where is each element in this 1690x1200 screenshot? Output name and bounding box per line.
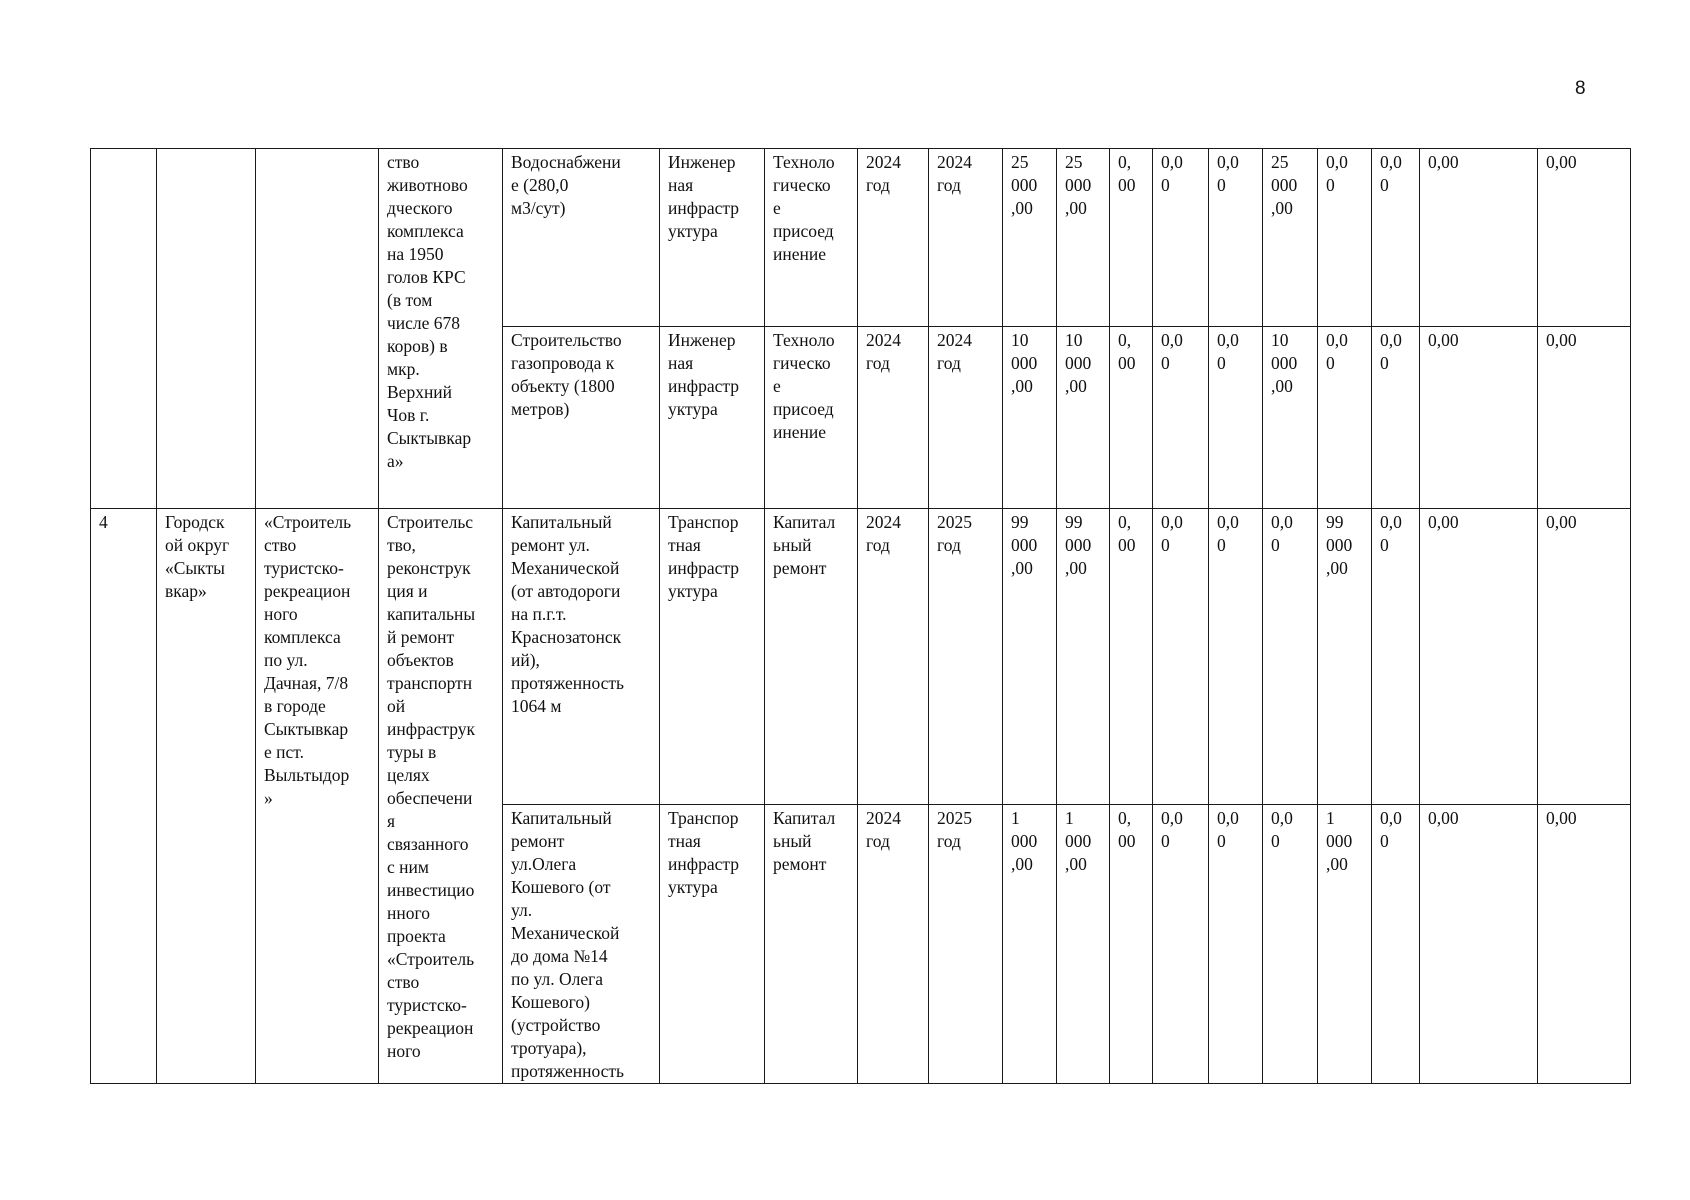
amount-cell: 0,0 0 bbox=[1153, 509, 1209, 805]
amount-cell: 0,0 0 bbox=[1372, 805, 1420, 1084]
amount-cell: 0,00 bbox=[1538, 149, 1631, 327]
amount-cell: 0,0 0 bbox=[1209, 805, 1263, 1084]
amount-cell: 1 000 ,00 bbox=[1057, 805, 1110, 1084]
work-type-cell: Капитал ьный ремонт bbox=[765, 509, 858, 805]
amount-cell: 0,0 0 bbox=[1318, 149, 1372, 327]
infra-type-cell: Инженер ная инфрастр уктура bbox=[660, 327, 765, 509]
amount-cell: 0,0 0 bbox=[1372, 509, 1420, 805]
amount-cell: 25 000 ,00 bbox=[1057, 149, 1110, 327]
page-number: 8 bbox=[1575, 78, 1586, 99]
start-year-cell: 2024 год bbox=[858, 509, 929, 805]
amount-cell: 0,0 0 bbox=[1263, 805, 1318, 1084]
table-row bbox=[91, 509, 1631, 805]
amount-cell: 99 000 ,00 bbox=[1318, 509, 1372, 805]
end-year-cell: 2025 год bbox=[929, 509, 1003, 805]
infra-type-cell: Инженер ная инфрастр уктура bbox=[660, 149, 765, 327]
amount-cell: 0, 00 bbox=[1110, 509, 1153, 805]
end-year-cell: 2025 год bbox=[929, 805, 1003, 1084]
start-year-cell: 2024 год bbox=[858, 805, 929, 1084]
work-type-cell: Капитал ьный ремонт bbox=[765, 805, 858, 1084]
amount-cell: 0,0 0 bbox=[1153, 805, 1209, 1084]
amount-cell: 0,00 bbox=[1420, 509, 1538, 805]
amount-cell: 99 000 ,00 bbox=[1057, 509, 1110, 805]
municipality-cell bbox=[157, 149, 256, 509]
work-type-cell: Техноло гическо е присоед инение bbox=[765, 327, 858, 509]
amount-cell: 10 000 ,00 bbox=[1263, 327, 1318, 509]
start-year-cell: 2024 год bbox=[858, 149, 929, 327]
amount-cell: 0,00 bbox=[1420, 149, 1538, 327]
municipality-cell: Городск ой округ «Сыкты вкар» bbox=[157, 509, 256, 1084]
amount-cell: 0,0 0 bbox=[1372, 149, 1420, 327]
amount-cell: 0,00 bbox=[1538, 327, 1631, 509]
row-number-cell bbox=[91, 149, 157, 509]
amount-cell: 0,0 0 bbox=[1318, 327, 1372, 509]
amount-cell: 0,00 bbox=[1420, 327, 1538, 509]
amount-cell: 0,0 0 bbox=[1263, 509, 1318, 805]
row-number-cell: 4 bbox=[91, 509, 157, 1084]
amount-cell: 0,0 0 bbox=[1209, 327, 1263, 509]
table-row bbox=[91, 149, 1631, 327]
amount-cell: 0,0 0 bbox=[1153, 149, 1209, 327]
amount-cell: 0,00 bbox=[1420, 805, 1538, 1084]
amount-cell: 0, 00 bbox=[1110, 149, 1153, 327]
object-cell: Водоснабжени е (280,0 м3/сут) bbox=[503, 149, 660, 327]
amount-cell: 0,0 0 bbox=[1209, 509, 1263, 805]
amount-cell: 0,0 0 bbox=[1153, 327, 1209, 509]
object-cell: Строительство газопровода к объекту (1800 метров) bbox=[503, 327, 660, 509]
end-year-cell: 2024 год bbox=[929, 327, 1003, 509]
total-cell: 1 000 ,00 bbox=[1003, 805, 1057, 1084]
start-year-cell: 2024 год bbox=[858, 327, 929, 509]
amount-cell: 0,00 bbox=[1538, 805, 1631, 1084]
total-cell: 10 000 ,00 bbox=[1003, 327, 1057, 509]
work-type-cell: Техноло гическо е присоед инение bbox=[765, 149, 858, 327]
project-cell bbox=[256, 149, 379, 509]
amount-cell: 0,0 0 bbox=[1209, 149, 1263, 327]
investment-table bbox=[90, 148, 1631, 1084]
object-cell: Капитальный ремонт ул.Олега Кошевого (от ул. Механической до дома №14 по ул. Олега Кошевого) (устройство тротуара), протяженность bbox=[503, 805, 660, 1084]
infra-type-cell: Транспор тная инфрастр уктура bbox=[660, 805, 765, 1084]
object-cell: Капитальный ремонт ул. Механической (от автодороги на п.г.т. Краснозатонск ий), протяженность 1064 м bbox=[503, 509, 660, 805]
amount-cell: 0, 00 bbox=[1110, 805, 1153, 1084]
amount-cell: 10 000 ,00 bbox=[1057, 327, 1110, 509]
total-cell: 99 000 ,00 bbox=[1003, 509, 1057, 805]
amount-cell: 0,0 0 bbox=[1372, 327, 1420, 509]
amount-cell: 25 000 ,00 bbox=[1263, 149, 1318, 327]
project-cell: «Строитель ство туристско- рекреацион ного комплекса по ул. Дачная, 7/8 в городе Сыктывкар е пст. Выльтыдор » bbox=[256, 509, 379, 1084]
purpose-cell: ство животново дческого комплекса на 1950 голов КРС (в том числе 678 коров) в мкр. Верхний Чов г. Сыктывкар а» bbox=[379, 149, 503, 509]
amount-cell: 0, 00 bbox=[1110, 327, 1153, 509]
purpose-cell: Строительс тво, реконструк ция и капитальны й ремонт объектов транспортн ой инфраструк туры в целях обеспечени я связанного с ним инвестицио нного проекта «Строитель ство туристско- рекреацион ного bbox=[379, 509, 503, 1084]
end-year-cell: 2024 год bbox=[929, 149, 1003, 327]
amount-cell: 1 000 ,00 bbox=[1318, 805, 1372, 1084]
infra-type-cell: Транспор тная инфрастр уктура bbox=[660, 509, 765, 805]
total-cell: 25 000 ,00 bbox=[1003, 149, 1057, 327]
amount-cell: 0,00 bbox=[1538, 509, 1631, 805]
